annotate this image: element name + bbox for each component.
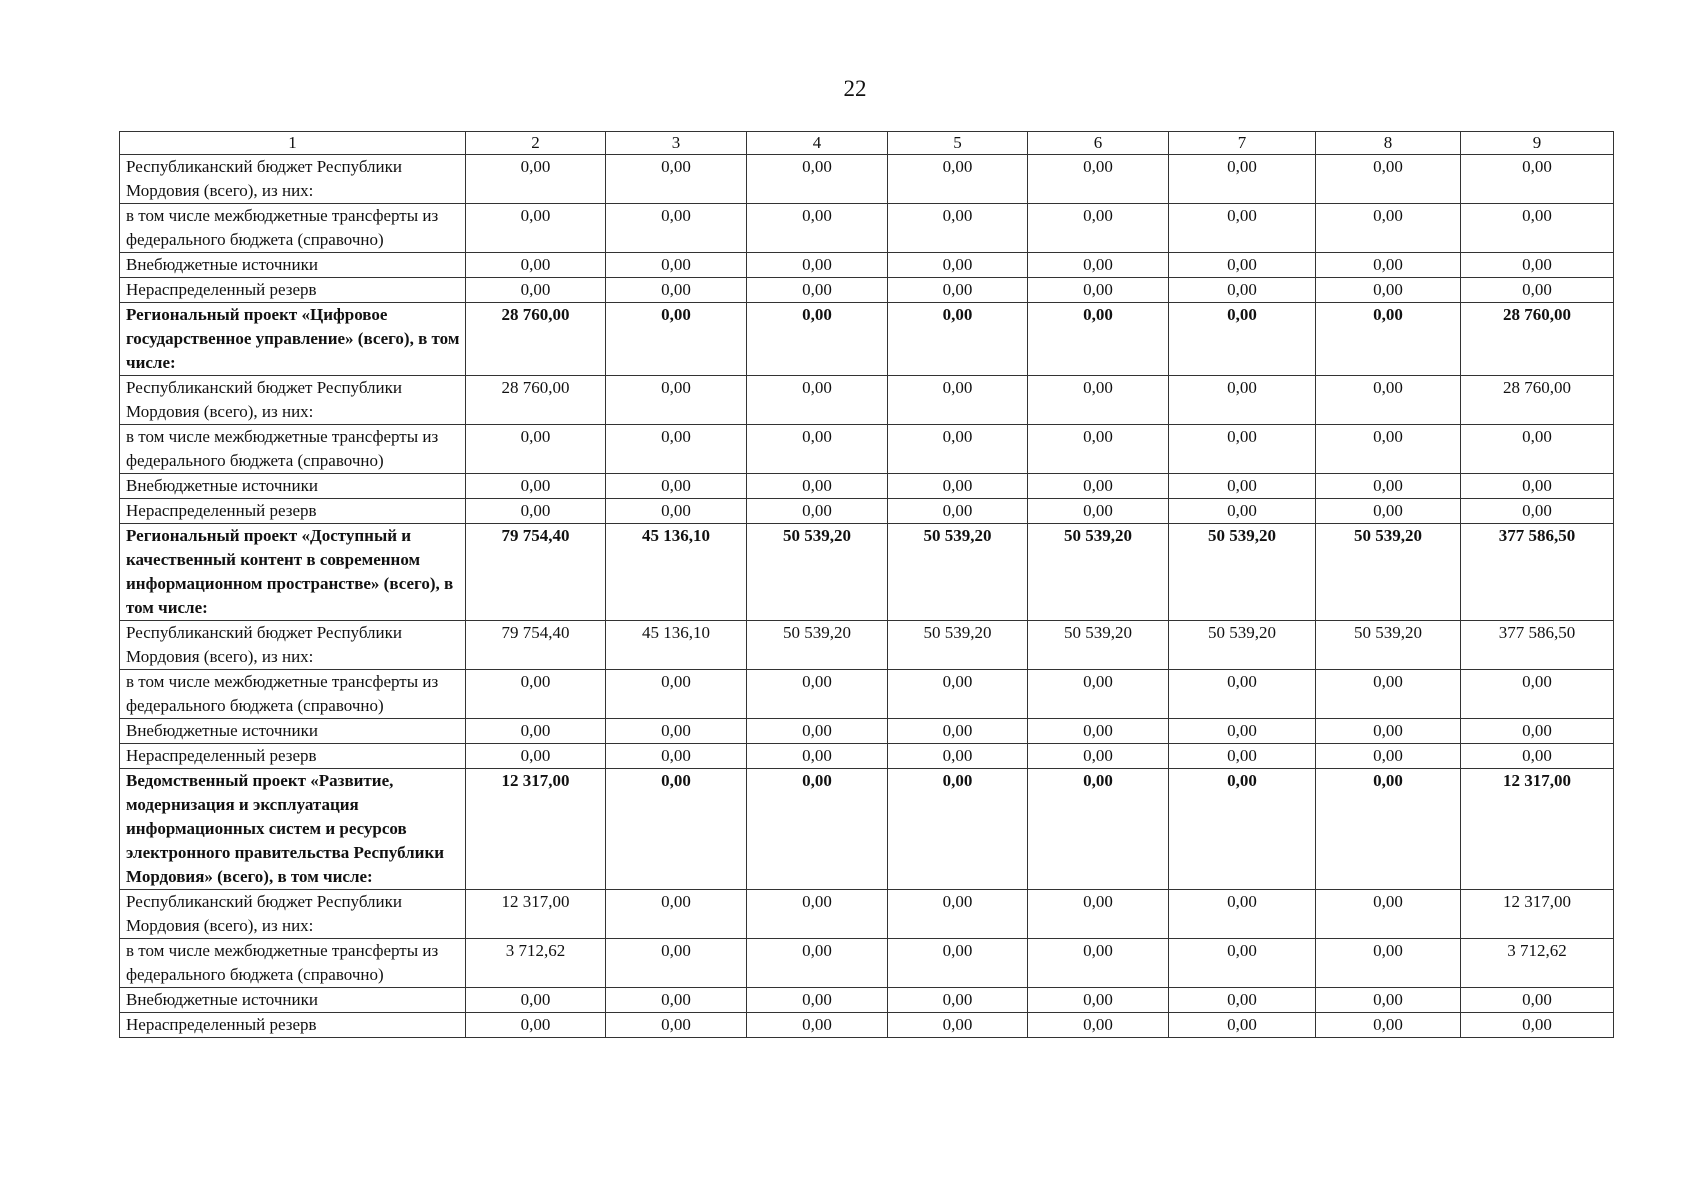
row-label: Республиканский бюджет Республики Мордовия (всего), из них:: [120, 890, 466, 939]
table-row: [120, 425, 1614, 474]
row-value: 0,00: [747, 204, 888, 253]
row-value: 0,00: [1316, 425, 1461, 474]
column-number: 9: [1461, 132, 1614, 155]
row-value: 0,00: [1169, 1013, 1316, 1038]
table-row-project-total: [120, 769, 1614, 890]
row-value: 50 539,20: [1316, 621, 1461, 670]
row-value: 50 539,20: [888, 524, 1028, 621]
row-value: 0,00: [606, 890, 747, 939]
row-label: Республиканский бюджет Республики Мордовия (всего), из них:: [120, 376, 466, 425]
row-value: 0,00: [606, 719, 747, 744]
row-value: 0,00: [1461, 988, 1614, 1013]
row-value: 0,00: [888, 719, 1028, 744]
row-value: 0,00: [747, 1013, 888, 1038]
row-value: 79 754,40: [466, 621, 606, 670]
row-value: 0,00: [888, 939, 1028, 988]
row-value: 45 136,10: [606, 621, 747, 670]
row-value: 0,00: [1316, 1013, 1461, 1038]
row-value: 0,00: [1461, 204, 1614, 253]
row-value: 0,00: [1169, 425, 1316, 474]
row-value: 0,00: [888, 670, 1028, 719]
row-label: Региональный проект «Цифровое государственное управление» (всего), в том числе:: [120, 303, 466, 376]
row-value: 0,00: [1028, 744, 1169, 769]
row-value: 28 760,00: [466, 376, 606, 425]
table-row-project-total: [120, 524, 1614, 621]
row-value: 0,00: [1169, 278, 1316, 303]
column-number: 5: [888, 132, 1028, 155]
column-number: 8: [1316, 132, 1461, 155]
table-row: [120, 204, 1614, 253]
row-value: 0,00: [747, 769, 888, 890]
column-number: 1: [120, 132, 466, 155]
row-value: 0,00: [1169, 253, 1316, 278]
row-value: 0,00: [1316, 376, 1461, 425]
row-value: 0,00: [1028, 890, 1169, 939]
table-row: [120, 253, 1614, 278]
row-label: Ведомственный проект «Развитие, модернизация и эксплуатация информационных систем и ресурсов электронного правительства Республики Мордовия» (всего), в том числе:: [120, 769, 466, 890]
row-value: 0,00: [466, 425, 606, 474]
row-label: Внебюджетные источники: [120, 474, 466, 499]
row-value: 0,00: [1028, 719, 1169, 744]
table-row: [120, 474, 1614, 499]
row-value: 28 760,00: [466, 303, 606, 376]
row-value: 50 539,20: [747, 524, 888, 621]
row-value: 0,00: [1169, 670, 1316, 719]
row-value: 0,00: [747, 499, 888, 524]
row-value: 0,00: [747, 278, 888, 303]
row-value: 0,00: [1461, 278, 1614, 303]
row-value: 0,00: [1028, 769, 1169, 890]
row-value: 0,00: [1028, 278, 1169, 303]
row-value: 0,00: [606, 155, 747, 204]
row-value: 0,00: [1028, 474, 1169, 499]
row-value: 0,00: [747, 744, 888, 769]
row-value: 12 317,00: [466, 769, 606, 890]
budget-table: [119, 131, 1614, 1038]
row-value: 12 317,00: [466, 890, 606, 939]
row-value: 28 760,00: [1461, 303, 1614, 376]
row-label: в том числе межбюджетные трансферты из федерального бюджета (справочно): [120, 425, 466, 474]
table-row: [120, 670, 1614, 719]
row-label: Республиканский бюджет Республики Мордовия (всего), из них:: [120, 621, 466, 670]
row-value: 0,00: [1316, 303, 1461, 376]
table-row: [120, 988, 1614, 1013]
row-value: 0,00: [606, 939, 747, 988]
column-number: 6: [1028, 132, 1169, 155]
row-value: 0,00: [466, 253, 606, 278]
row-value: 0,00: [606, 278, 747, 303]
row-value: 0,00: [1461, 499, 1614, 524]
table-row: [120, 499, 1614, 524]
row-label: Внебюджетные источники: [120, 253, 466, 278]
row-value: 0,00: [888, 769, 1028, 890]
row-value: 0,00: [1169, 499, 1316, 524]
row-value: 50 539,20: [1169, 621, 1316, 670]
row-label: Нераспределенный резерв: [120, 278, 466, 303]
row-value: 0,00: [1316, 278, 1461, 303]
row-value: 0,00: [747, 303, 888, 376]
row-value: 3 712,62: [1461, 939, 1614, 988]
row-value: 0,00: [1461, 719, 1614, 744]
row-value: 0,00: [1028, 204, 1169, 253]
row-value: 0,00: [747, 376, 888, 425]
row-value: 0,00: [888, 744, 1028, 769]
row-label: Внебюджетные источники: [120, 719, 466, 744]
row-value: 0,00: [1461, 670, 1614, 719]
row-value: 0,00: [1316, 744, 1461, 769]
row-value: 50 539,20: [1169, 524, 1316, 621]
row-value: 0,00: [1316, 719, 1461, 744]
row-value: 0,00: [1316, 769, 1461, 890]
row-value: 377 586,50: [1461, 621, 1614, 670]
row-value: 50 539,20: [1316, 524, 1461, 621]
row-value: 0,00: [747, 719, 888, 744]
row-value: 0,00: [466, 155, 606, 204]
row-value: 0,00: [1169, 155, 1316, 204]
row-value: 0,00: [1169, 376, 1316, 425]
column-number-row: [120, 132, 1614, 155]
column-number: 7: [1169, 132, 1316, 155]
row-value: 0,00: [606, 744, 747, 769]
row-value: 0,00: [606, 376, 747, 425]
row-value: 0,00: [1461, 155, 1614, 204]
row-value: 0,00: [606, 253, 747, 278]
table-row: [120, 939, 1614, 988]
row-value: 0,00: [466, 499, 606, 524]
row-value: 0,00: [1169, 744, 1316, 769]
row-value: 0,00: [466, 744, 606, 769]
table-row: [120, 155, 1614, 204]
row-value: 0,00: [888, 1013, 1028, 1038]
row-value: 0,00: [888, 204, 1028, 253]
row-value: 0,00: [1461, 1013, 1614, 1038]
row-value: 0,00: [1461, 744, 1614, 769]
row-value: 0,00: [1316, 890, 1461, 939]
row-value: 0,00: [747, 155, 888, 204]
row-label: Нераспределенный резерв: [120, 744, 466, 769]
row-value: 0,00: [1028, 499, 1169, 524]
row-value: 0,00: [606, 769, 747, 890]
row-value: 0,00: [1028, 253, 1169, 278]
table-row: [120, 278, 1614, 303]
row-label: в том числе межбюджетные трансферты из федерального бюджета (справочно): [120, 939, 466, 988]
row-value: 0,00: [1028, 1013, 1169, 1038]
row-value: 0,00: [1028, 988, 1169, 1013]
row-value: 0,00: [606, 499, 747, 524]
row-label: Нераспределенный резерв: [120, 499, 466, 524]
row-value: 0,00: [888, 890, 1028, 939]
row-value: 28 760,00: [1461, 376, 1614, 425]
row-value: 0,00: [466, 670, 606, 719]
row-value: 0,00: [1028, 425, 1169, 474]
row-value: 0,00: [1169, 204, 1316, 253]
row-value: 0,00: [1169, 769, 1316, 890]
row-value: 0,00: [747, 253, 888, 278]
row-value: 0,00: [888, 425, 1028, 474]
row-value: 0,00: [1316, 253, 1461, 278]
row-value: 50 539,20: [1028, 621, 1169, 670]
row-value: 0,00: [888, 253, 1028, 278]
row-value: 0,00: [747, 939, 888, 988]
row-value: 0,00: [466, 1013, 606, 1038]
row-value: 0,00: [1169, 719, 1316, 744]
row-value: 0,00: [1169, 474, 1316, 499]
row-value: 0,00: [747, 670, 888, 719]
row-value: 0,00: [1316, 988, 1461, 1013]
row-value: 0,00: [606, 425, 747, 474]
row-value: 0,00: [1461, 253, 1614, 278]
row-value: 0,00: [606, 670, 747, 719]
row-value: 50 539,20: [1028, 524, 1169, 621]
row-label: в том числе межбюджетные трансферты из федерального бюджета (справочно): [120, 204, 466, 253]
row-value: 0,00: [1316, 474, 1461, 499]
row-value: 0,00: [888, 474, 1028, 499]
row-value: 0,00: [1316, 670, 1461, 719]
row-value: 0,00: [888, 499, 1028, 524]
row-value: 0,00: [747, 890, 888, 939]
row-value: 0,00: [1316, 939, 1461, 988]
row-value: 0,00: [1169, 939, 1316, 988]
row-value: 0,00: [1169, 988, 1316, 1013]
row-value: 0,00: [1461, 474, 1614, 499]
row-value: 0,00: [466, 719, 606, 744]
row-value: 0,00: [466, 988, 606, 1013]
table-row: [120, 621, 1614, 670]
row-label: Республиканский бюджет Республики Мордовия (всего), из них:: [120, 155, 466, 204]
row-value: 0,00: [1316, 155, 1461, 204]
row-value: 0,00: [747, 988, 888, 1013]
page-number: 22: [843, 76, 867, 101]
row-value: 0,00: [1028, 376, 1169, 425]
column-number: 4: [747, 132, 888, 155]
row-value: 3 712,62: [466, 939, 606, 988]
row-value: 0,00: [606, 474, 747, 499]
row-value: 377 586,50: [1461, 524, 1614, 621]
table-row: [120, 744, 1614, 769]
table-row: [120, 1013, 1614, 1038]
row-value: 79 754,40: [466, 524, 606, 621]
row-value: 0,00: [466, 204, 606, 253]
row-value: 0,00: [1316, 499, 1461, 524]
table-row: [120, 890, 1614, 939]
row-value: 0,00: [606, 303, 747, 376]
row-value: 0,00: [606, 988, 747, 1013]
row-value: 0,00: [466, 474, 606, 499]
row-label: в том числе межбюджетные трансферты из федерального бюджета (справочно): [120, 670, 466, 719]
row-value: 0,00: [1028, 155, 1169, 204]
row-value: 0,00: [888, 155, 1028, 204]
row-value: 50 539,20: [888, 621, 1028, 670]
row-value: 0,00: [1316, 204, 1461, 253]
table-row: [120, 376, 1614, 425]
column-number: 3: [606, 132, 747, 155]
row-value: 12 317,00: [1461, 890, 1614, 939]
table-body: [120, 132, 1614, 1038]
row-value: 0,00: [1028, 670, 1169, 719]
row-label: Региональный проект «Доступный и качественный контент в современном информационном пространстве» (всего), в том числе:: [120, 524, 466, 621]
row-value: 0,00: [606, 204, 747, 253]
row-value: 0,00: [747, 425, 888, 474]
row-value: 0,00: [1461, 425, 1614, 474]
row-value: 12 317,00: [1461, 769, 1614, 890]
row-value: 0,00: [888, 376, 1028, 425]
row-value: 0,00: [1169, 303, 1316, 376]
table-row: [120, 719, 1614, 744]
table-row-project-total: [120, 303, 1614, 376]
row-value: 45 136,10: [606, 524, 747, 621]
row-value: 0,00: [466, 278, 606, 303]
row-value: 0,00: [888, 278, 1028, 303]
row-value: 0,00: [1028, 303, 1169, 376]
row-label: Нераспределенный резерв: [120, 1013, 466, 1038]
row-value: 50 539,20: [747, 621, 888, 670]
row-value: 0,00: [1169, 890, 1316, 939]
row-value: 0,00: [606, 1013, 747, 1038]
row-value: 0,00: [1028, 939, 1169, 988]
row-value: 0,00: [888, 988, 1028, 1013]
column-number: 2: [466, 132, 606, 155]
row-value: 0,00: [747, 474, 888, 499]
row-label: Внебюджетные источники: [120, 988, 466, 1013]
row-value: 0,00: [888, 303, 1028, 376]
